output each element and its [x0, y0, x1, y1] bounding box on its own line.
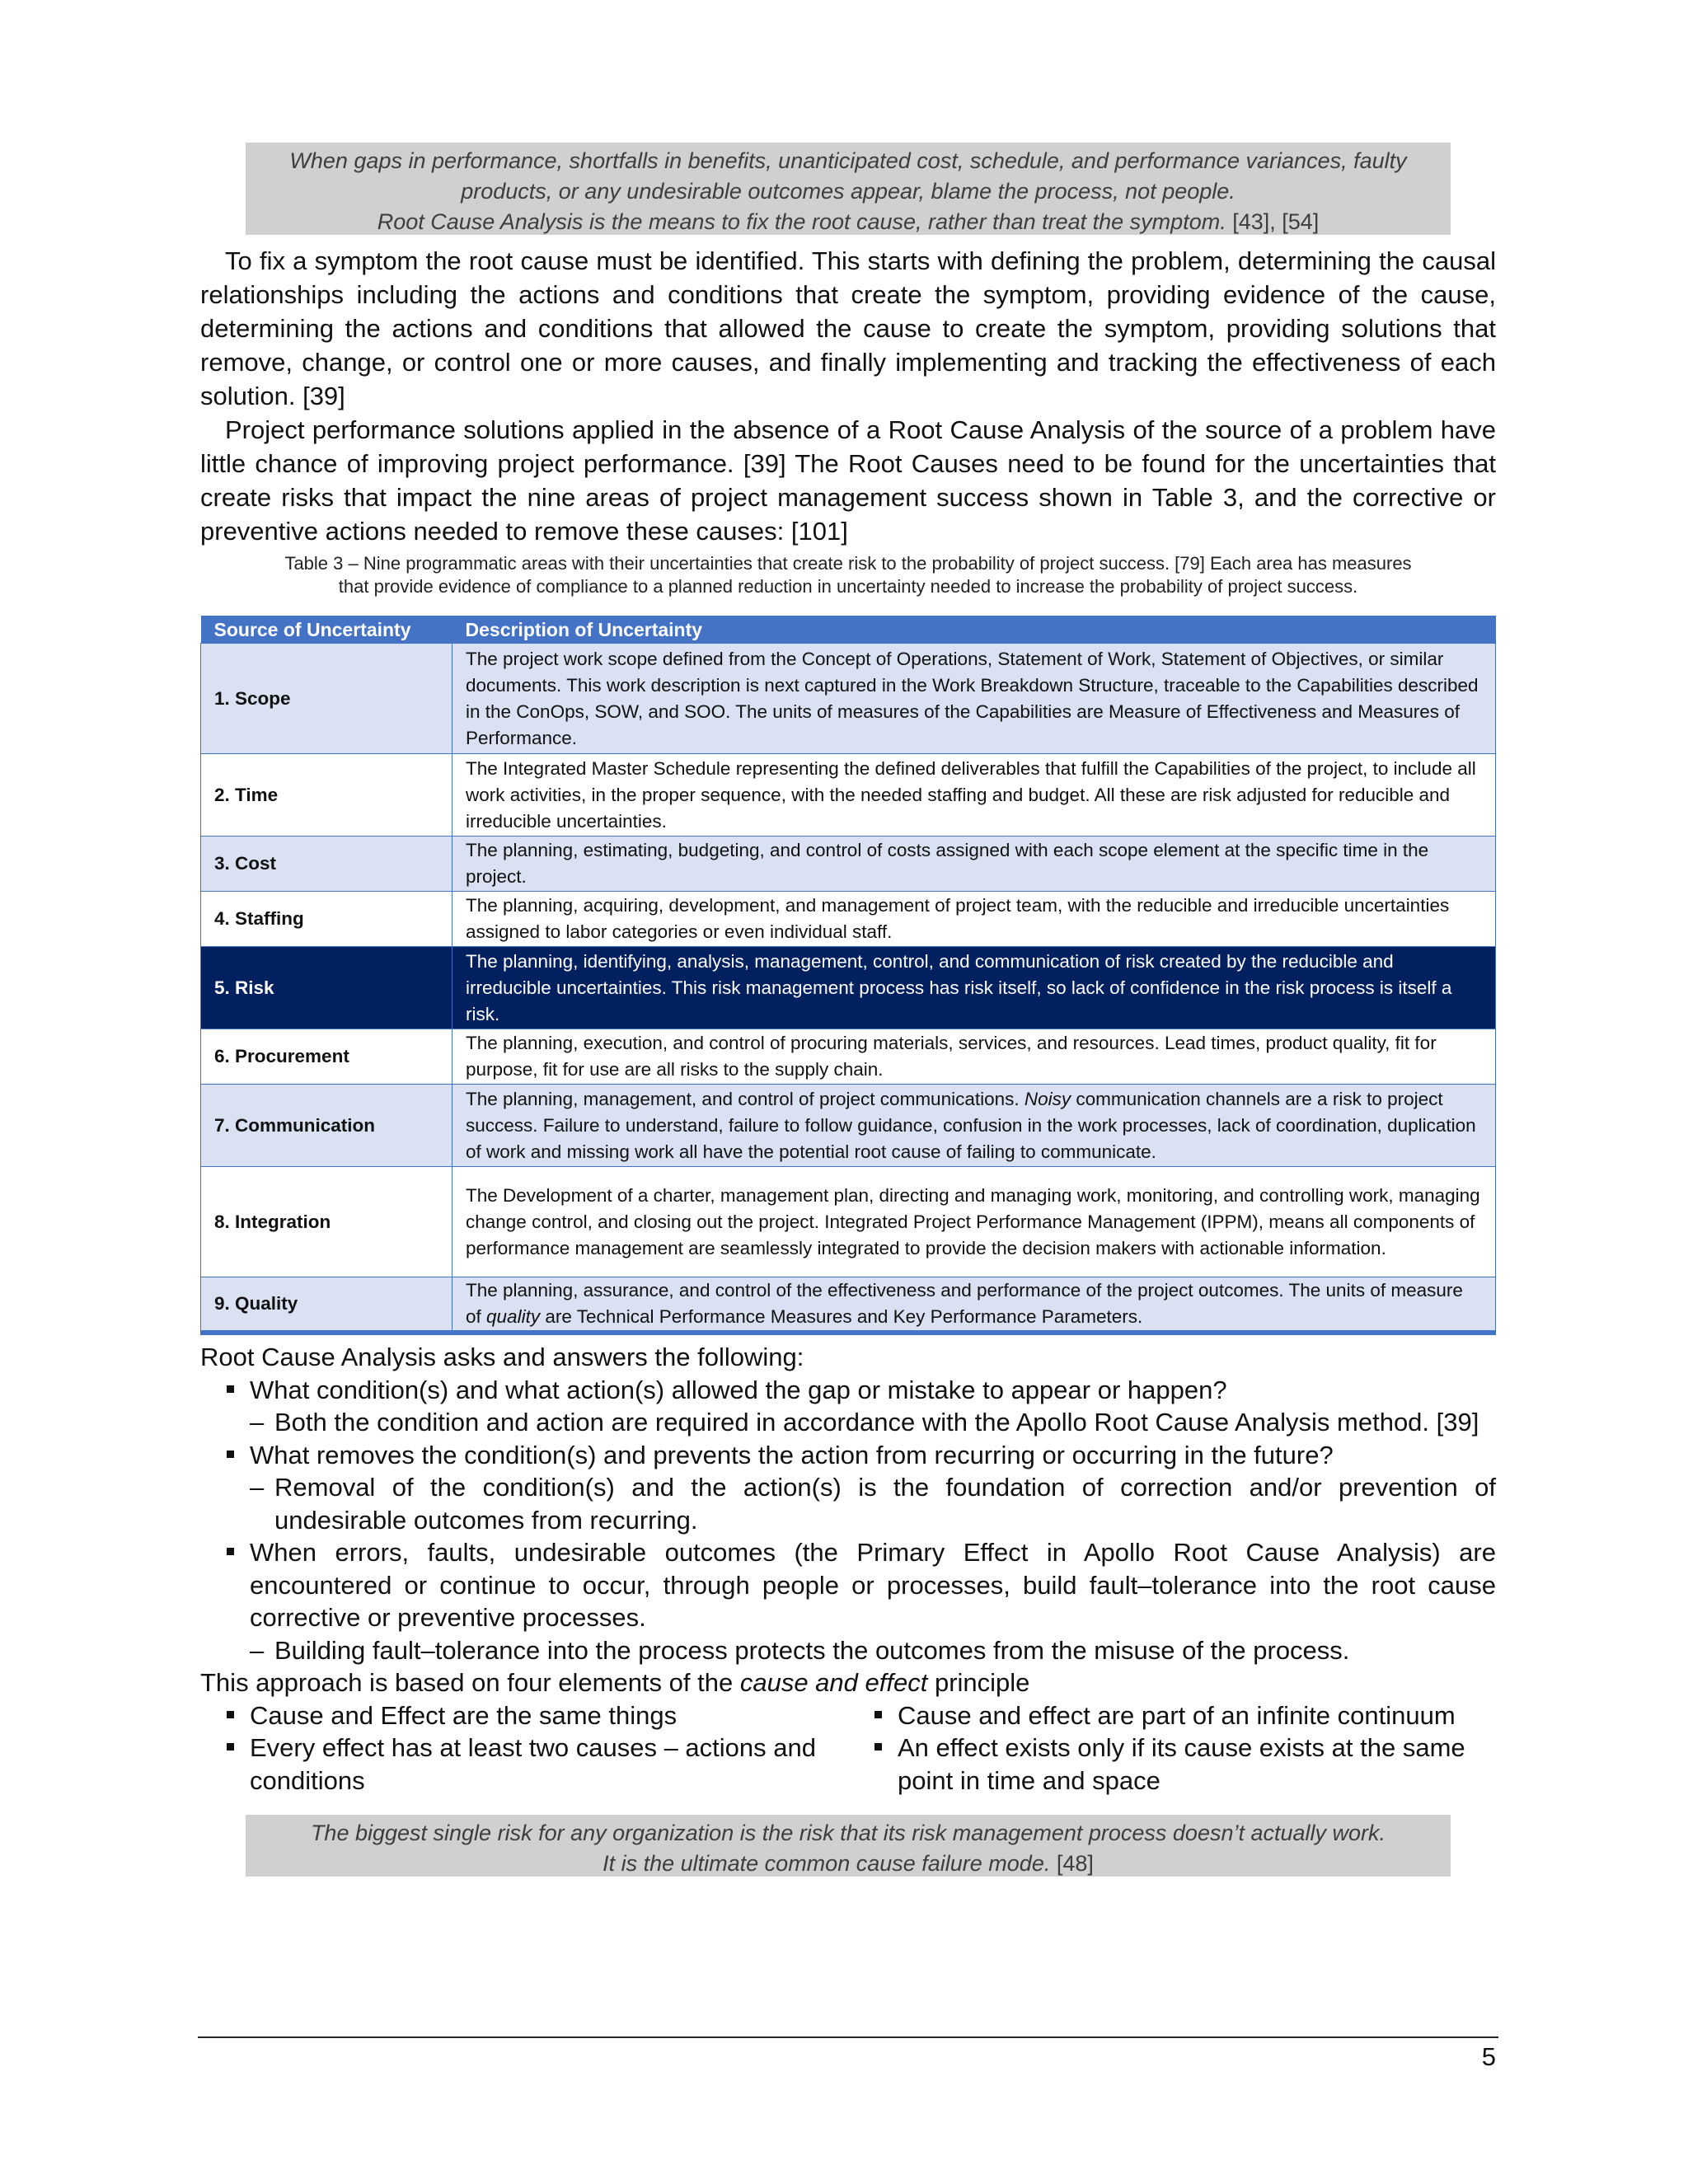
list-item: Cause and Effect are the same things: [200, 1699, 848, 1732]
approach-text: principle: [927, 1668, 1030, 1697]
dash-bullet: –: [250, 1408, 265, 1436]
description-emphasis: Noisy: [1024, 1088, 1071, 1109]
sub-list-item: [200, 1406, 1496, 1439]
description-emphasis: quality: [486, 1306, 541, 1327]
table-row-highlighted: [201, 947, 1496, 1029]
page-number: 5: [1481, 2042, 1496, 2071]
quote-citation: [43], [54]: [1226, 209, 1320, 234]
dash-bullet: –: [250, 1635, 265, 1665]
dash-bullet: –: [250, 1473, 265, 1502]
quote-citation: [48]: [1050, 1851, 1094, 1876]
description-text: communication channels are a risk to project success. Failure to understand, failure to follow guidance, confusion in the work processes, lack of coordination, duplication of work and missing work all have the potential root cause of failing to communicate.: [466, 1088, 1476, 1162]
description-cell: The planning, execution, and control of procuring materials, services, and resources. Lead times, product quality, fit for purpose, fit for use are all risks to the supply chain.: [452, 1029, 1496, 1085]
description-text: are Technical Performance Measures and Key Performance Parameters.: [540, 1306, 1143, 1327]
rca-list: [200, 1374, 1496, 1667]
table-row: [201, 1085, 1496, 1167]
paragraph: Project performance solutions applied in the absence of a Root Cause Analysis of the source of a problem have little chance of improving project performance. [39] The Root Causes need to be found for the uncertainties that create risks that impact the nine areas of project management success shown in Table 3, and the corrective or preventive actions needed to remove these causes: [101]: [200, 415, 1496, 546]
list-item: What removes the condition(s) and prevents the action from recurring or occurring in the future?: [200, 1439, 1496, 1472]
rca-intro: Root Cause Analysis asks and answers the following:: [200, 1343, 804, 1371]
table-row: [201, 644, 1496, 754]
sub-item-text: Removal of the condition(s) and the action(s) is the foundation of correction and/or prevention of undesirable outcomes from recurring.: [274, 1473, 1496, 1535]
description-text: The planning, assurance, and control of the effectiveness and performance of the project outcomes. The units of measure of: [466, 1280, 1463, 1327]
approach-text: This approach is based on four elements of the: [200, 1668, 740, 1697]
uncertainty-table: [200, 616, 1496, 1335]
source-cell: 6. Procurement: [201, 1029, 452, 1085]
description-cell: The Integrated Master Schedule representing the defined deliverables that fulfill the Capabilities of the project, to include all work activities, in the proper sequence, with the needed staffing and budget. All these are risk adjusted for reducible and irreducible uncertainties.: [452, 754, 1496, 837]
source-cell: 3. Cost: [201, 837, 452, 892]
description-cell: [452, 1085, 1496, 1167]
quote-line: The biggest single risk for any organization is the risk that its risk management process doesn’t actually work.: [310, 1821, 1386, 1845]
principles-list: [200, 1699, 1496, 1797]
sub-list-item: [200, 1634, 1496, 1667]
list-item: When errors, faults, undesirable outcomes (the Primary Effect in Apollo Root Cause Analysis) are encountered or continue to occur, through people or processes, build fault–tolerance into the root cause corrective or preventive processes.: [200, 1536, 1496, 1634]
principles-left-column: [200, 1699, 848, 1797]
source-cell: 7. Communication: [201, 1085, 452, 1167]
description-cell: The planning, identifying, analysis, management, control, and communication of risk created by the reducible and irreducible uncertainties. This risk management process has risk itself, so lack of confidence in the risk process is itself a risk.: [452, 947, 1496, 1029]
body-paragraphs: [200, 244, 1496, 548]
closing-quote: [246, 1815, 1451, 1877]
approach-intro: [200, 1666, 1496, 1699]
list-item: What condition(s) and what action(s) allowed the gap or mistake to appear or happen?: [200, 1374, 1496, 1407]
description-cell: The project work scope defined from the Concept of Operations, Statement of Work, Statement of Objectives, or similar documents. This work description is next captured in the Work Breakdown Structure, traceable to the Capabilities described in the ConOps, SOW, and SOO. The units of measures of the Capabilities are Measure of Effectiveness and Measures of Performance.: [452, 644, 1496, 754]
quote-line: Root Cause Analysis is the means to fix the root cause, rather than treat the symptom.: [377, 209, 1226, 234]
principles-right-column: [848, 1699, 1496, 1797]
approach-emphasis: cause and effect: [739, 1668, 928, 1697]
quote-line: products, or any undesirable outcomes appear, blame the process, not people.: [461, 179, 1236, 204]
table-row: [201, 892, 1496, 947]
quote-line: It is the ultimate common cause failure mode.: [603, 1851, 1051, 1876]
source-cell: 2. Time: [201, 754, 452, 837]
column-header: Description of Uncertainty: [452, 616, 1496, 644]
list-item: Every effect has at least two causes – actions and conditions: [200, 1732, 848, 1797]
footer-divider: [198, 2036, 1498, 2038]
table-row: [201, 1277, 1496, 1333]
description-cell: [452, 1277, 1496, 1333]
paragraph: To fix a symptom the root cause must be identified. This starts with defining the problem, determining the causal relationships including the actions and conditions that create the symptom, providing evidence of the cause, determining the actions and conditions that allowed the cause to create the symptom, providing solutions that remove, change, or control one or more causes, and finally implementing and tracking the effectiveness of each solution. [39]: [200, 246, 1496, 410]
table-row: [201, 1167, 1496, 1277]
table-row: [201, 837, 1496, 892]
list-item: An effect exists only if its cause exists at the same point in time and space: [848, 1732, 1496, 1797]
caption-line: that provide evidence of compliance to a planned reduction in uncertainty needed to increase the probability of project success.: [338, 576, 1358, 597]
description-cell: The planning, estimating, budgeting, and control of costs assigned with each scope element at the specific time in the project.: [452, 837, 1496, 892]
source-cell: 4. Staffing: [201, 892, 452, 947]
table-header-row: [201, 616, 1496, 644]
description-cell: The planning, acquiring, development, and management of project team, with the reducible and irreducible uncertainties assigned to labor categories or even individual staff.: [452, 892, 1496, 947]
rca-section: [200, 1341, 1496, 1797]
sub-list-item: [200, 1471, 1496, 1536]
sub-item-text: Building fault–tolerance into the process protects the outcomes from the misuse of the process.: [274, 1635, 1350, 1665]
sub-item-text: Both the condition and action are required in accordance with the Apollo Root Cause Analysis method. [39]: [274, 1408, 1479, 1436]
source-cell: 8. Integration: [201, 1167, 452, 1277]
source-cell: 5. Risk: [201, 947, 452, 1029]
source-cell: 9. Quality: [201, 1277, 452, 1333]
source-cell: 1. Scope: [201, 644, 452, 754]
table-caption: [200, 552, 1496, 598]
table-row: [201, 1029, 1496, 1085]
column-header: Source of Uncertainty: [201, 616, 452, 644]
list-item: Cause and effect are part of an infinite continuum: [848, 1699, 1496, 1732]
description-cell: The Development of a charter, management plan, directing and managing work, monitoring, and controlling work, managing change control, and closing out the project. Integrated Project Performance Management (IPPM), means all components of performance management are seamlessly integrated to provide the decision makers with actionable information.: [452, 1167, 1496, 1277]
table-row: [201, 754, 1496, 837]
quote-line: When gaps in performance, shortfalls in benefits, unanticipated cost, schedule, and performance variances, faulty: [289, 148, 1407, 173]
description-text: The planning, management, and control of project communications.: [466, 1088, 1025, 1109]
caption-line: Table 3 – Nine programmatic areas with their uncertainties that create risk to the probability of project success. [79] Each area has measures: [284, 553, 1412, 574]
epigraph-quote: [246, 143, 1451, 235]
